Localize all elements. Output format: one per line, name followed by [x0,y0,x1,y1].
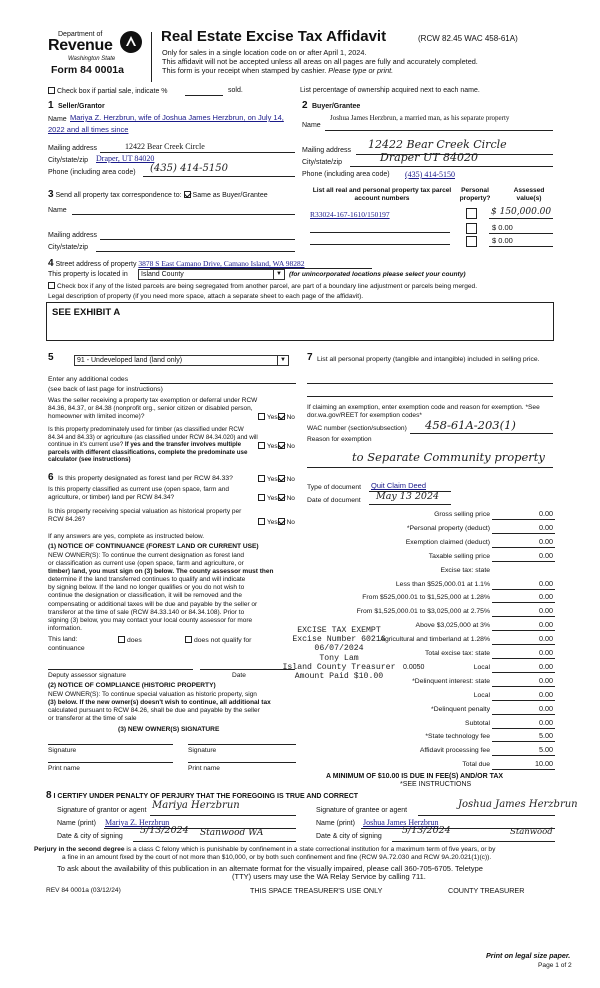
tax-row-line [492,547,555,548]
parcel-line-3[interactable] [310,244,450,245]
header-line-1: Only for sales in a single location code on or after April 1, 2024. [162,48,367,57]
signature-label-1: Signature [48,747,77,754]
tax-row-label: Taxable selling price [428,552,490,560]
sec3-name-line[interactable] [72,214,295,215]
assessed-line-2 [489,233,553,234]
sec5-q2-answers: Yes No [258,442,295,450]
signature-label-2: Signature [188,747,217,754]
seller-mailing-line [100,152,295,153]
seller-name-line2[interactable]: 2022 and all times since [48,125,129,134]
grantor-name-value[interactable]: Mariya Z. Herzbrun [105,818,170,827]
deputy-sig-label: Deputy assessor signature [48,672,127,679]
doc-date-line [369,504,451,505]
tax-row-value[interactable]: 0.00 [539,550,553,560]
new-owner-print-line-1[interactable] [48,762,173,763]
tax-row-value[interactable]: 0.00 [539,689,553,699]
legal-desc-box[interactable] [46,302,554,341]
tax-row-value[interactable]: 0.00 [539,578,553,588]
tax-row-label: Total due [462,761,490,769]
buyer-name-value[interactable]: Joshua James Herzbrun, a married man, as his separate property [330,114,510,122]
print-name-label-2: Print name [188,765,220,772]
tax-row-line [492,672,555,673]
perjury-line-1: Perjury in the second degree is a class C felony which is punishable by confinement in a state correctional institution for a maximum term of five years, or by [34,846,496,853]
tax-row-line [492,644,555,645]
assessed-col-header: Assessed value(s) [513,187,545,202]
tax-row-label: From $1,525,000.01 to $3,025,000 at 2.75% [356,608,490,616]
grantee-date-line [392,841,555,842]
deputy-date-label: Date [232,672,246,679]
buyer-mailing-value[interactable]: 12422 Bear Creek Circle [368,138,507,151]
dor-logo-icon [119,30,143,54]
county-treasurer-label: COUNTY TREASURER [448,886,525,895]
tax-row-label: *Delinquent interest: state [412,677,490,685]
tax-row-line [492,589,555,590]
section-3-row: 3 Send all property tax correspondence to: Same as Buyer/Grantee [48,189,268,200]
notice-1-body: NEW OWNER(S): To continue the current designation as forest land or classification as current use (open space, farm and agriculture, or timber) land, you must sign on (3) below. The county assessor must then determine if the land transferred continues to qualify and will indicate by signing below. If the land no longer qualifies or you do not wish to continue the designation or classification, it will be removed and the compensating or additional taxes will be due and payable by the seller or transferor at the time of sale (RCW 84.33.140 or 84.34.108). Prior to signing (3) below, you may contact your local county assessor for more information. [48,552,274,632]
alt-format-line-1: To ask about the availability of this publication in an alternate format for the visually impaired, please call 360-705-6705. Teletype [57,864,483,873]
does-not-checkbox[interactable] [185,636,192,643]
tax-row-line [492,616,555,617]
tax-row-label: Total excise tax: state [425,650,490,657]
seller-phone-value[interactable]: (435) 414-5150 [150,163,228,174]
does-not-option: does not qualify for [185,636,251,645]
tax-row-value[interactable]: 0.00 [539,522,553,532]
wac-line [410,433,553,434]
section-5-number: 5 [48,352,54,363]
wac-label: WAC number (section/subsection) [307,425,407,432]
tax-row-line [492,741,555,742]
dept-label: Department of [58,31,103,38]
chevron-down-icon: ▼ [277,356,288,365]
sec6-q1-no-checkbox[interactable] [278,475,285,482]
grantor-date-line [133,841,296,842]
segregated-row: Check box if any of the listed parcels are being segregated from another parcel, are part of a boundary line adjustment or parcels being merged. [48,282,477,291]
tax-row-line [492,728,555,729]
sec6-q1: Is this property designated as forest land per RCW 84.33? [58,475,233,482]
grantee-date-value[interactable]: 5/13/2024 [402,825,451,836]
sec6-q2-no-checkbox[interactable] [278,494,285,501]
tax-row-label: Subtotal [465,719,490,727]
section-7-number: 7 [307,352,313,363]
tax-row-value[interactable]: 0.00 [539,703,553,713]
continuance-label: continuance [48,645,85,652]
grantor-date-value[interactable]: 5/13/2024 [140,825,189,836]
tax-row-label: Local [473,663,490,671]
sec3-city-line[interactable] [96,251,295,252]
partial-sale-checkbox[interactable] [48,87,55,94]
buyer-city-line [350,166,553,167]
sec6-q2-answers: Yes No [258,494,295,502]
doc-type-label: Type of document [307,484,362,491]
doc-date-label: Date of document [307,497,361,504]
if-yes-note: If any answers are yes, complete as instructed below. [48,533,205,540]
tax-row-line [492,519,555,520]
tax-row-line [492,769,555,770]
notice-2-body: NEW OWNER(S): To continue special valuation as historic property, sign (3) below. If the new owner(s) doesn't wish to continue, all additional tax calculated pursuant to RCW 84.26, shall be due and payable by the seller or transferor at the time of sale [48,691,271,723]
segregated-checkbox[interactable] [48,282,55,289]
tax-row-label: Local [473,691,490,699]
notice-2-title: (2) NOTICE OF COMPLIANCE (HISTORIC PROPERTY) [48,682,216,689]
grantee-sig-label: Signature of grantee or agent [316,807,408,814]
seller-heading: Seller/Grantor [58,103,105,110]
sec6-q2: Is this property classified as current use (open space, farm and agriculture, or timber) land per RCW 84.34? [48,486,230,501]
tax-row-label: Excise tax: state [440,566,490,574]
doc-date-value[interactable]: May 13 2024 [376,491,440,502]
tax-row-line [492,686,555,687]
personal-col-header: Personal property? [459,187,491,202]
sec6-q1-answers: Yes No [258,475,295,483]
tax-row-label: *State technology fee [425,733,490,741]
sec5-q2-no-checkbox[interactable] [278,442,285,449]
grantor-signature[interactable]: Mariya Herzbrun [152,800,240,811]
print-name-label-1: Print name [48,765,80,772]
buyer-city-value[interactable]: Draper UT 84020 [380,151,479,164]
tax-row-line [492,755,555,756]
tax-row-label: *Delinquent penalty [431,705,490,713]
street-row: 4 Street address of property 3878 S East Camano Drive, Camano Island, WA 98282 [48,258,305,269]
sec6-q3: Is this property receiving special valuation as historical property per RCW 84.26? [48,508,242,523]
grantee-sig-line [418,815,555,816]
sec5-q1-yes-checkbox[interactable] [258,413,265,420]
tax-row-line [492,714,555,715]
tax-row-value[interactable]: 0.00 [539,675,553,685]
same-as-buyer-checkbox[interactable] [184,191,191,198]
sec5-q2-yes-checkbox[interactable] [258,442,265,449]
additional-codes-line[interactable] [140,383,296,384]
sec5-q1: Was the seller receiving a property tax exemption or deferral under RCW 84.36, 84.37, or 84.38 (nonprofit org., senior citizen or disabled person, homeowner with limited income)? [48,397,258,420]
tax-row-value[interactable]: 0.00 [539,606,553,616]
reason-line [307,467,553,468]
sec6-q1-yes-checkbox[interactable] [258,475,265,482]
rev-number: REV 84 0001a (03/12/24) [46,887,121,894]
tax-row-value[interactable]: 0.00 [539,592,553,602]
street-address-value[interactable]: 3878 S East Camano Drive, Camano Island, WA 98282 [138,259,305,268]
tax-row-label: Less than $525,000.01 at 1.1% [395,580,490,588]
grantee-name-value[interactable]: Joshua James Herzbrun [363,818,439,827]
personal-prop-checkbox-1[interactable] [466,208,477,221]
section-1-number: 1 [48,100,54,111]
tax-row-value[interactable]: 0.00 [539,661,553,671]
section-2-number: 2 [302,100,308,111]
sec6-q2-yes-checkbox[interactable] [258,494,265,501]
form-number: Form 84 0001a [51,64,124,76]
personal-prop-checkbox-3[interactable] [466,236,477,249]
parcel-number[interactable]: R33024-167-1610/150197 [310,210,390,219]
grantor-sig-label: Signature of grantor or agent [57,807,147,814]
tax-row-value[interactable]: 0.00 [539,536,553,546]
page-number: Page 1 of 2 [538,962,572,969]
new-owner-print-line-2[interactable] [188,762,296,763]
sec5-q2: Is this property predominately used for timber (as classified under RCW 84.34 and 84.33) or agriculture (as classified under RCW 84.34.020) and will continue in it's current use? If yes and the transfer involves multiple parcels with different classifications, complete the predominate use calculator (see instructions) [48,426,258,463]
tax-row-line [492,561,555,562]
tax-row-value[interactable]: 0.00 [539,620,553,630]
new-owner-sig-title: (3) NEW OWNER(S) SIGNATURE [118,726,220,733]
certify-row: 8 I CERTIFY UNDER PENALTY OF PERJURY THAT THE FOREGOING IS TRUE AND CORRECT [46,790,359,801]
sec3-city-label: City/state/zip [48,244,89,251]
revenue-logo-text: Revenue [48,37,113,54]
tax-row-value[interactable]: 10.00 [535,759,553,769]
sec7-text: List all personal property (tangible and intangible) included in selling price. [317,356,540,363]
minimum-due-note: A MINIMUM OF $10.00 IS DUE IN FEE(S) AND/OR TAX [326,773,504,780]
assessed-value-2[interactable]: $ 0.00 [492,223,513,232]
state-label: Washington State [68,56,116,62]
tax-row-label: Agricultural and timberland at 1.28% [380,636,490,644]
reason-label: Reason for exemption [307,436,372,443]
new-owner-sig-line-1[interactable] [48,744,173,745]
tax-row-label: Affidavit processing fee [419,747,490,755]
tax-row-value[interactable]: 0.00 [539,717,553,727]
sec3-name-label: Name [48,207,67,214]
tax-row-line [492,658,555,659]
deputy-sig-line[interactable] [48,669,193,670]
ownership-note: List percentage of ownership acquired next to each name. [300,87,480,94]
seller-mailing-value[interactable]: 12422 Bear Creek Circle [125,142,205,151]
see-instructions: *SEE INSTRUCTIONS [400,781,472,788]
header-line-3: This form is your receipt when stamped by cashier. Please type or print. [162,66,394,75]
buyer-name-label: Name [302,122,321,129]
county-select[interactable]: Island County ▼ [138,269,285,280]
tax-row-label: From $525,000.01 to $1,525,000 at 1.28% [362,594,490,602]
partial-sale-row: Check box if partial sale, indicate % [48,87,168,96]
tax-row-value[interactable]: 5.00 [539,745,553,755]
tax-row-value[interactable]: 0.00 [539,634,553,644]
located-label: This property is located in [48,271,128,278]
tax-row-line [492,700,555,701]
sec3-mailing-line[interactable] [100,239,295,240]
chevron-down-icon: ▼ [273,270,284,279]
parcel-col-header: List all real and personal property tax parcel account numbers [312,187,452,202]
additional-codes-label: Enter any additional codes [48,376,129,383]
notice-1-title: (1) NOTICE OF CONTINUANCE (FOREST LAND OR CURRENT USE) [48,543,259,550]
tax-row-value[interactable]: 5.00 [539,731,553,741]
sec5-q1-no-checkbox[interactable] [278,413,285,420]
seller-mailing-label: Mailing address [48,145,98,152]
seller-phone-line [143,176,295,177]
legal-desc-value[interactable]: SEE EXHIBIT A [52,307,121,318]
tax-row-label: Above $3,025,000 at 3% [415,622,490,630]
sec3-mailing-label: Mailing address [48,232,98,239]
grantor-city-value[interactable]: Stanwood WA [200,828,264,838]
land-use-select[interactable]: 91 - Undeveloped land (land only) ▼ [74,355,289,366]
buyer-phone-value[interactable]: (435) 414-5150 [405,170,455,179]
local-rate: 0.0050 [403,664,425,671]
tax-row-line [492,602,555,603]
personal-prop-line-2[interactable] [307,396,553,397]
wac-value[interactable]: 458-61A-203(1) [425,418,516,432]
grantee-signature[interactable]: Joshua James Herzbrun [458,799,578,810]
county-note: (for unincorporated locations please select your county) [289,271,466,278]
sec6-q3-answers: Yes No [258,518,295,526]
sec5-q1-answers: Yes No [258,413,295,421]
tax-row-label: Exemption claimed (deduct) [405,538,490,546]
header-divider [151,32,152,82]
personal-prop-line-1[interactable] [307,383,553,384]
buyer-city-label: City/state/zip [302,159,343,166]
assessed-line-1 [489,218,553,219]
tax-row-line [492,533,555,534]
tax-row-line [492,630,555,631]
grantee-date-label: Date & city of signing [316,833,382,840]
seller-name-line1[interactable]: Mariya Z. Herzbrun, wife of Joshua James Herzbrun, on July 14, [70,113,284,122]
reason-value[interactable]: to Separate Community property [352,450,545,464]
statute-ref: (RCW 82.45 WAC 458-61A) [418,34,518,43]
tax-row-value[interactable]: 0.00 [539,648,553,657]
parcel-line-2[interactable] [310,232,450,233]
partial-pct-line[interactable] [185,95,223,96]
legal-desc-label: Legal description of property (if you need more space, attach a separate sheet to each page of the affidavit). [48,293,364,300]
doc-type-value[interactable]: Quit Claim Deed [371,481,427,490]
sold-label: sold. [228,87,243,94]
tax-row-label: *Personal property (deduct) [406,524,490,532]
tax-row-label: Gross selling price [434,511,490,518]
buyer-mailing-label: Mailing address [302,147,352,154]
see-back-label: (see back of last page for instructions) [48,386,163,393]
alt-format-line-2: (TTY) users may use the WA Relay Service by calling 711. [232,872,426,881]
assessed-value-3[interactable]: $ 0.00 [492,236,513,245]
tax-row-value[interactable]: 0.00 [539,509,553,518]
header-line-2: This affidavit will not be accepted unless all areas on all pages are fully and accurately completed. [162,57,478,66]
seller-name-label: Name [48,116,67,123]
seller-city-value[interactable]: Draper, UT 84020 [96,154,155,163]
does-option: does [118,636,142,645]
grantor-print-label: Name (print) [57,820,96,827]
grantor-date-label: Date & city of signing [57,833,123,840]
seller-city-label: City/state/zip [48,157,89,164]
buyer-phone-label: Phone (including area code) [302,171,390,178]
treasurer-stamp: EXCISE TAX EXEMPT Excise Number 60216 06/07/2024 Tony Lam Island County Treasurer Amount Paid $10.00 [282,626,396,682]
grantee-print-label: Name (print) [316,820,355,827]
legal-paper-note: Print on legal size paper. [486,951,571,960]
page-title: Real Estate Excise Tax Affidavit [161,28,387,45]
assessed-line-3 [489,246,553,247]
assessed-value-1[interactable]: $ 150,000.00 [491,207,552,217]
section-6-number: 6 [48,472,54,483]
does-checkbox[interactable] [118,636,125,643]
new-owner-sig-line-2[interactable] [188,744,296,745]
perjury-line-2: a fine in an amount fixed by the court of not more than $10,000, or by both such confinement and fine (RCW 9A.72.030 and RCW 9A.20.021(1)(c)). [62,854,492,861]
sec6-q3-no-checkbox[interactable] [278,518,285,525]
exemption-claim-text: If claiming an exemption, enter exemption code and reason for exemption. *See dor.wa.gov/REET for exemption codes* [307,404,540,419]
this-land-label: This land: [48,636,78,643]
sec6-q3-yes-checkbox[interactable] [258,518,265,525]
grantee-city-value[interactable]: Stanwood [510,827,553,837]
buyer-heading: Buyer/Grantee [312,103,361,110]
buyer-name-line [325,130,553,131]
personal-prop-checkbox-2[interactable] [466,223,477,236]
seller-phone-label: Phone (including area code) [48,169,136,176]
treasurer-use-label: THIS SPACE TREASURER'S USE ONLY [250,886,383,895]
grantor-sig-line [150,815,296,816]
